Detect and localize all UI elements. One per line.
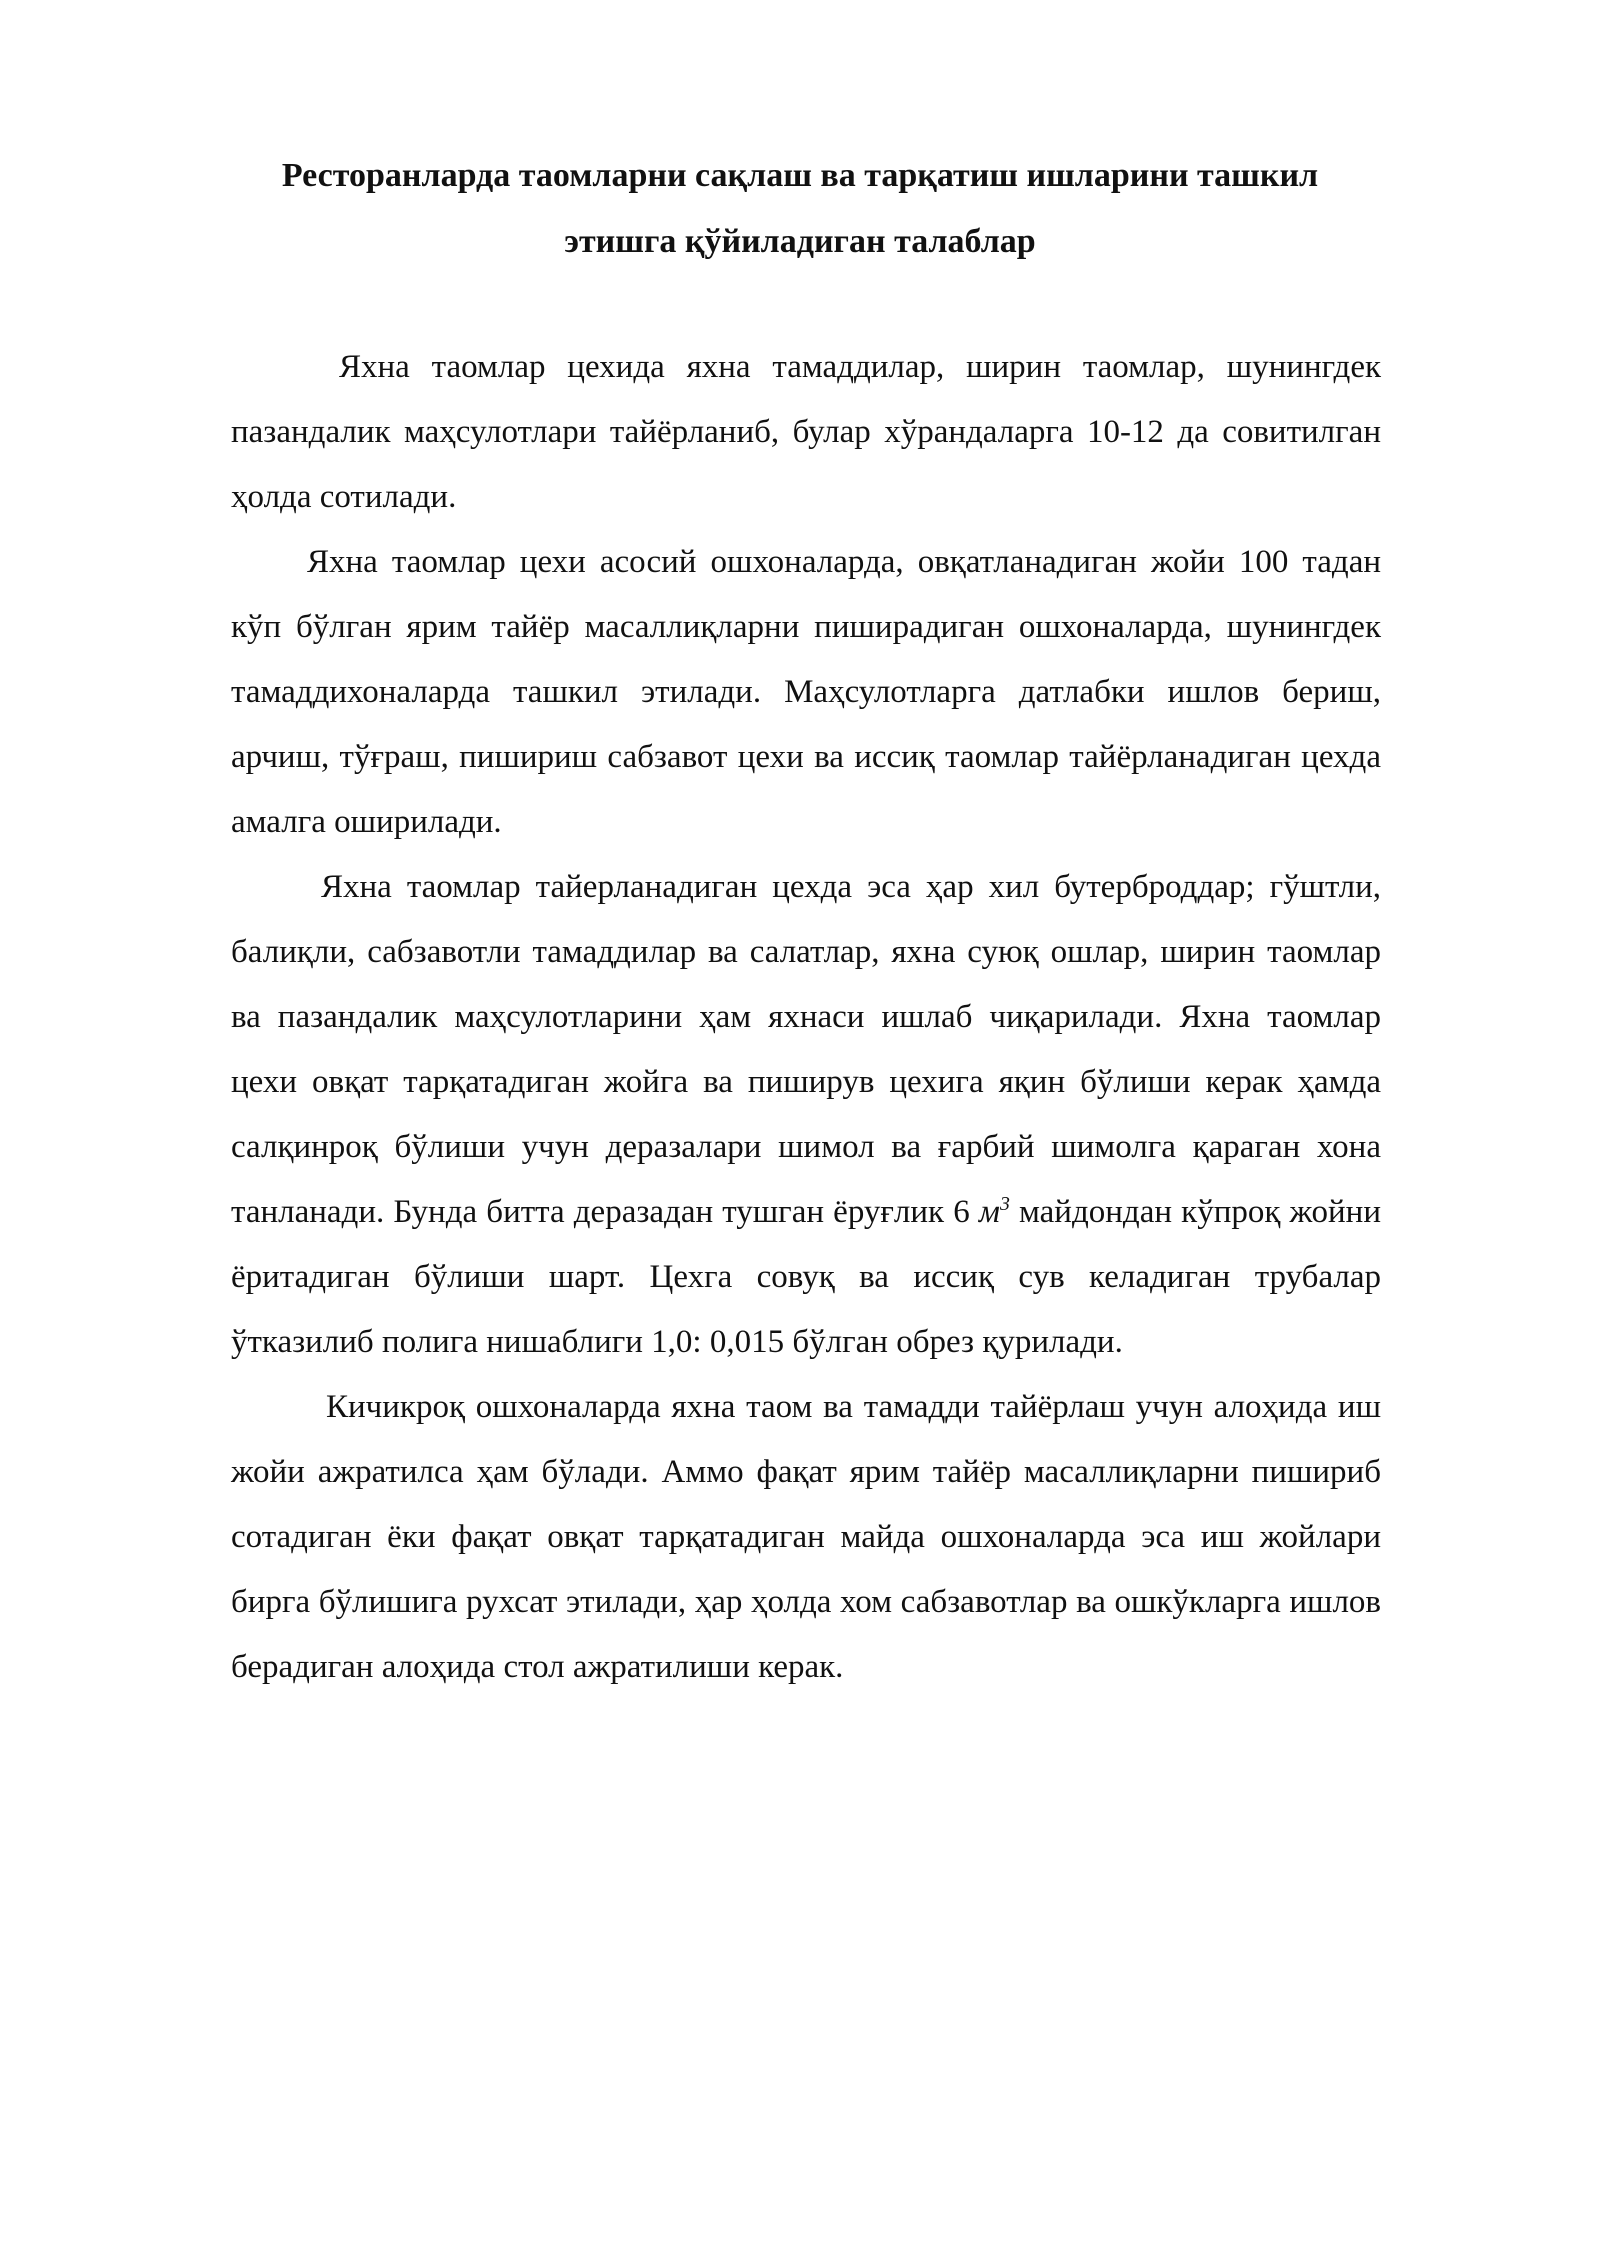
document-title-line-1: Ресторанларда таомларни сақлаш ва тарқатиш ишларини ташкил	[281, 157, 1319, 194]
paragraph-4: Кичикроқ ошхоналарда яхна таом ва тамадди тайёрлаш учун алоҳида иш жойи ажратилса ҳам бўлади. Аммо фақат ярим тайёр масаллиқларни пишириб сотадиган ёки фақат овқат тарқатадиган майда ошхоналарда эса иш жойлари бирга бўлишига рухсат этилади, ҳар ҳолда хом сабзавотлар ва ошкўкларга ишлов берадиган алоҳида стол ажратилиши керак.	[231, 1389, 1381, 1685]
unit-base: м	[978, 1194, 1000, 1230]
paragraph-2: Яхна таомлар цехи асосий ошхоналарда, овқатланадиган жойи 100 тадан кўп бўлган ярим тайёр масаллиқларни пиширадиган ошхоналарда, шунингдек тамаддихоналарда ташкил этилади. Маҳсулотларга датлабки ишлов бериш, арчиш, тўғраш, пишириш сабзавот цехи ва иссиқ таомлар тайёрланадиган цехда амалга оширилади.	[231, 544, 1381, 840]
paragraph-3-text-after-unit: майдондан кўпроқ жойни ёритадиган бўлиши шарт. Цехга совуқ ва иссиқ сув келадиган трубалар ўтказилиб полига нишаблиги 1,0: 0,015 бўлган обрез қурилади.	[231, 1194, 1381, 1360]
document-title-line-2: этишга қўйиладиган талаблар	[564, 223, 1036, 260]
paragraph-1: Яхна таомлар цехида яхна тамаддилар, ширин таомлар, шунингдек пазандалик маҳсулотлари тайёрланиб, булар хўрандаларга 10-12 да совитилган ҳолда сотилади.	[231, 349, 1381, 515]
cubic-meter-unit	[979, 1194, 1010, 1230]
unit-exponent: 3	[999, 1193, 1010, 1215]
paragraph-3-text-before-unit: Яхна таомлар тайерланадиган цехда эса ҳар хил бутерброддар; гўштли, балиқли, сабзавотли тамаддилар ва салатлар, яхна суюқ ошлар, ширин таомлар ва пазандалик маҳсулотларини ҳам яхнаси ишлаб чиқарилади. Яхна таомлар цехи овқат тарқатадиган жойга ва пиширув цехига яқин бўлиши керак ҳамда салқинроқ бўлиши учун деразалари шимол ва ғарбий шимолга қараган хона танланади. Бунда битта деразадан тушган ёруғлик 6	[231, 869, 1381, 1230]
paragraph-3	[231, 855, 1381, 1375]
document-body	[231, 335, 1381, 1700]
